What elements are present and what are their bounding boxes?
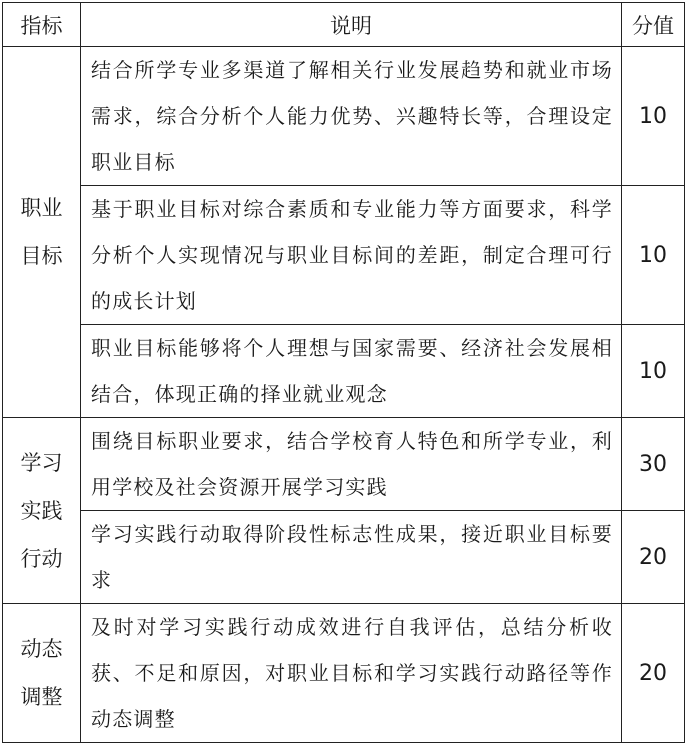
description-cell: 学习实践行动取得阶段性标志性成果，接近职业目标要求 — [81, 511, 622, 604]
score-cell: 20 — [622, 604, 685, 743]
category-line: 实践 — [20, 498, 63, 523]
category-line: 目标 — [20, 244, 63, 268]
category-line: 学习 — [20, 450, 63, 475]
description-cell: 围绕目标职业要求，结合学校育人特色和所学专业，利用学校及社会资源开展学习实践 — [81, 418, 622, 511]
category-line: 调整 — [20, 685, 63, 709]
description-cell: 职业目标能够将个人理想与国家需要、经济社会发展相结合，体现正确的择业就业观念 — [81, 325, 622, 418]
score-cell: 10 — [622, 186, 685, 325]
category-line: 动态 — [20, 637, 63, 661]
category-dynamic-adjust — [3, 604, 81, 743]
header-row — [3, 3, 685, 47]
table-row — [3, 47, 685, 186]
description-cell: 基于职业目标对综合素质和专业能力等方面要求，科学分析个人实现情况与职业目标间的差距，制定合理可行的成长计划 — [81, 186, 622, 325]
header-description: 说明 — [81, 3, 622, 47]
description-cell: 及时对学习实践行动成效进行自我评估，总结分析收获、不足和原因，对职业目标和学习实践行动路径等作动态调整 — [81, 604, 622, 743]
header-indicator: 指标 — [3, 3, 81, 47]
category-study-practice — [3, 418, 81, 604]
score-cell: 30 — [622, 418, 685, 511]
table-row — [3, 604, 685, 743]
table-row — [3, 511, 685, 604]
category-career-goal — [3, 47, 81, 418]
description-cell: 结合所学专业多渠道了解相关行业发展趋势和就业市场需求，综合分析个人能力优势、兴趣特长等，合理设定职业目标 — [81, 47, 622, 186]
table-row — [3, 186, 685, 325]
table-row — [3, 325, 685, 418]
score-cell: 10 — [622, 47, 685, 186]
table-row — [3, 418, 685, 511]
category-line: 职业 — [20, 196, 63, 220]
category-line: 行动 — [20, 546, 63, 571]
scoring-table — [2, 2, 685, 743]
score-cell: 20 — [622, 511, 685, 604]
score-cell: 10 — [622, 325, 685, 418]
header-score: 分值 — [622, 3, 685, 47]
